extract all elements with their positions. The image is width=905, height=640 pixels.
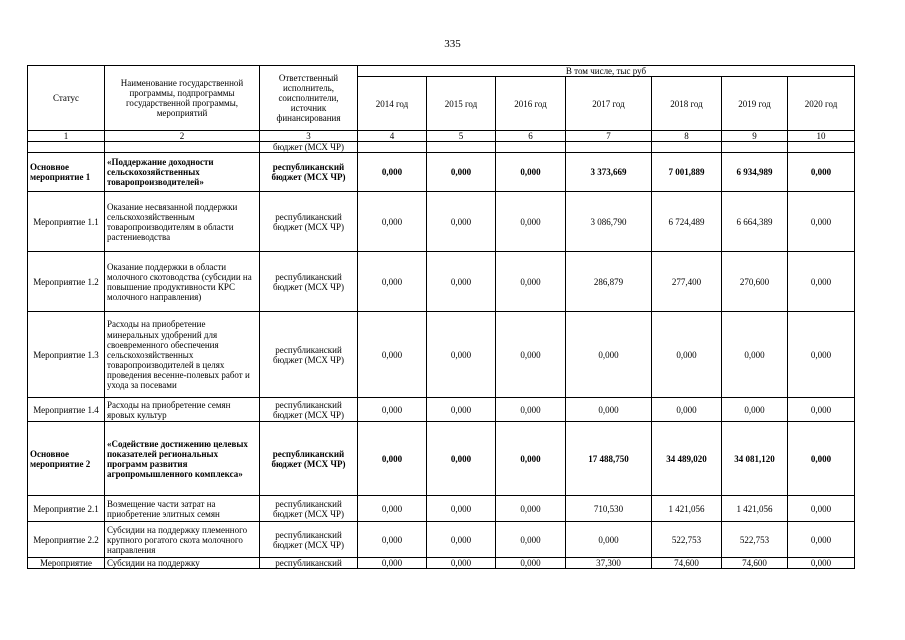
row-value: 286,879 [566,252,652,312]
row-value: 74,600 [722,558,788,569]
row-value: 0,000 [722,398,788,422]
row-name: Расходы на приобретение минеральных удобрений для своевременного обеспечения сельскохозяйственных товаропроизводителей в целях проведения весенне-полевых работ и ухода за посевами [105,312,260,398]
row-status: Мероприятие 1.4 [28,398,105,422]
row-status: Основное мероприятие 2 [28,422,105,496]
row-value: 0,000 [788,398,855,422]
row-value: 0,000 [427,312,496,398]
row-value: 1 421,056 [652,496,722,522]
row-value: 3 086,790 [566,192,652,252]
row-name: Субсидии на поддержку племенного крупного рогатого скота молочного направления [105,522,260,558]
table-row [28,522,855,558]
row-value: 0,000 [788,422,855,496]
row-value: 0,000 [496,398,566,422]
row-value: 0,000 [652,312,722,398]
row-value: 0,000 [358,522,427,558]
row-value: 0,000 [358,312,427,398]
row-status: Мероприятие 1.2 [28,252,105,312]
row-source: республиканский бюджет (МСХ ЧР) [260,398,358,422]
row-value: 0,000 [496,153,566,192]
row-source: республиканский бюджет (МСХ ЧР) [260,422,358,496]
row-value: 6 724,489 [652,192,722,252]
header-year: 2018 год [652,77,722,131]
row-value: 0,000 [427,558,496,569]
row-value: 0,000 [358,422,427,496]
column-number: 2 [105,131,260,142]
row-status: Мероприятие 1.1 [28,192,105,252]
row-value: 0,000 [566,312,652,398]
row-value: 0,000 [427,192,496,252]
row-name: «Поддержание доходности сельскохозяйственных товаропроизводителей» [105,153,260,192]
row-value: 0,000 [788,312,855,398]
column-numbers-row [28,131,855,142]
row-source: республиканский [260,558,358,569]
row-value: 0,000 [358,558,427,569]
carry-over-row [28,142,855,153]
page-number: 335 [444,38,461,50]
table-row [28,496,855,522]
row-value: 0,000 [358,496,427,522]
header-status: Статус [28,66,105,131]
column-number: 4 [358,131,427,142]
table-row [28,252,855,312]
header-responsible: Ответственный исполнитель, соисполнители, источник финансирования [260,66,358,131]
row-value: 3 373,669 [566,153,652,192]
row-name: Оказание поддержки в области молочного скотоводства (субсидии на повышение продуктивности КРС молочного направления) [105,252,260,312]
row-value: 0,000 [496,312,566,398]
row-name: Расходы на приобретение семян яровых культур [105,398,260,422]
row-status: Основное мероприятие 1 [28,153,105,192]
column-number: 9 [722,131,788,142]
row-value: 0,000 [788,522,855,558]
row-status: Мероприятие 2.2 [28,522,105,558]
row-value: 0,000 [496,422,566,496]
carry-source: бюджет (МСХ ЧР) [260,142,358,153]
row-value: 270,600 [722,252,788,312]
header-name: Наименование государственной программы, подпрограммы государственной программы, мероприятий [105,66,260,131]
row-value: 522,753 [722,522,788,558]
row-value: 0,000 [358,398,427,422]
header-including: В том числе, тыс руб [358,66,855,77]
table-row [28,153,855,192]
row-value: 1 421,056 [722,496,788,522]
row-value: 0,000 [722,312,788,398]
row-value: 0,000 [358,153,427,192]
row-value: 17 488,750 [566,422,652,496]
table-row [28,312,855,398]
row-source: республиканский бюджет (МСХ ЧР) [260,252,358,312]
row-value: 0,000 [788,192,855,252]
row-source: республиканский бюджет (МСХ ЧР) [260,153,358,192]
row-value: 34 489,020 [652,422,722,496]
header-year: 2014 год [358,77,427,131]
row-value: 0,000 [427,522,496,558]
header-year: 2015 год [427,77,496,131]
header-year: 2016 год [496,77,566,131]
row-value: 0,000 [788,252,855,312]
row-value: 0,000 [496,252,566,312]
row-value: 7 001,889 [652,153,722,192]
row-value: 37,300 [566,558,652,569]
row-value: 0,000 [496,558,566,569]
budget-table [27,65,855,569]
row-status: Мероприятие 1.3 [28,312,105,398]
column-number: 3 [260,131,358,142]
row-value: 277,400 [652,252,722,312]
row-value: 0,000 [652,398,722,422]
row-source: республиканский бюджет (МСХ ЧР) [260,312,358,398]
row-name: Возмещение части затрат на приобретение элитных семян [105,496,260,522]
row-name: «Содействие достижению целевых показателей региональных программ развития агропромышленного комплекса» [105,422,260,496]
header-year: 2017 год [566,77,652,131]
row-value: 0,000 [566,398,652,422]
row-value: 0,000 [788,496,855,522]
row-value: 34 081,120 [722,422,788,496]
column-number: 7 [566,131,652,142]
header-year: 2020 год [788,77,855,131]
row-value: 0,000 [358,252,427,312]
row-status: Мероприятие 2.1 [28,496,105,522]
row-value: 6 664,389 [722,192,788,252]
row-value: 0,000 [358,192,427,252]
row-value: 0,000 [427,496,496,522]
row-value: 0,000 [496,522,566,558]
row-value: 0,000 [788,558,855,569]
row-value: 0,000 [496,496,566,522]
row-name: Оказание несвязанной поддержки сельскохозяйственным товаропроизводителям в области растениеводства [105,192,260,252]
row-status: Мероприятие [28,558,105,569]
header-year: 2019 год [722,77,788,131]
row-value: 0,000 [427,153,496,192]
row-name: Субсидии на поддержку [105,558,260,569]
table-row [28,398,855,422]
row-value: 0,000 [566,522,652,558]
row-source: республиканский бюджет (МСХ ЧР) [260,496,358,522]
column-number: 5 [427,131,496,142]
column-number: 10 [788,131,855,142]
row-source: республиканский бюджет (МСХ ЧР) [260,522,358,558]
row-value: 0,000 [427,422,496,496]
column-number: 8 [652,131,722,142]
row-value: 522,753 [652,522,722,558]
column-number: 6 [496,131,566,142]
row-source: республиканский бюджет (МСХ ЧР) [260,192,358,252]
row-value: 0,000 [427,252,496,312]
row-value: 0,000 [427,398,496,422]
table-row [28,422,855,496]
row-value: 0,000 [496,192,566,252]
row-value: 0,000 [788,153,855,192]
row-value: 74,600 [652,558,722,569]
row-value: 710,530 [566,496,652,522]
table-row [28,558,855,569]
row-value: 6 934,989 [722,153,788,192]
column-number: 1 [28,131,105,142]
table-row [28,192,855,252]
